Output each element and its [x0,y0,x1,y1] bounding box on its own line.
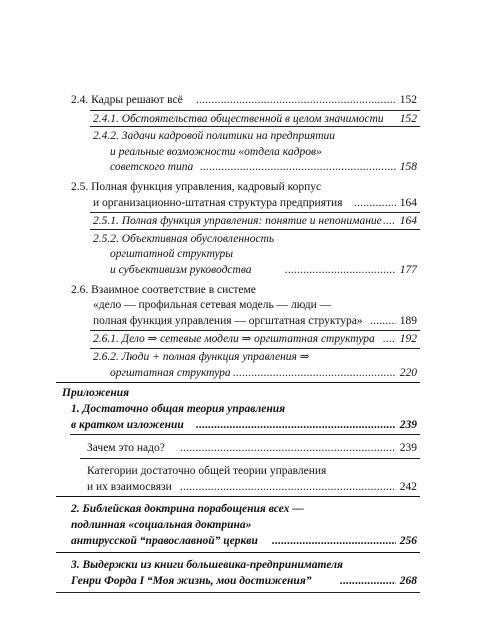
toc-entry-title-line-2: в кратком изложении [71,419,184,431]
toc-page-number: 177 [399,264,417,276]
toc-page-number: 192 [399,333,417,345]
toc-entry-title-line-1: 2.5. Полная функция управления, кадровый корпус [71,181,322,193]
toc-entry-title-line-1: 2.4.2. Задачи кадровой политики на предприятии [93,130,335,142]
toc-page-number: 164 [399,215,417,227]
toc-page-number: 158 [399,161,417,173]
toc-entry-title-line-3: антирусской “православной” церкви [71,535,258,547]
toc-entry-title-line-3: полная функция управления — оргштатная структура» [93,315,363,327]
toc-entry-title-line-2: оргштатной структуры [110,248,234,260]
divider [56,592,420,593]
divider [80,458,420,459]
leader-dots [354,196,396,210]
divider [90,229,420,230]
appendices-heading: Приложения [62,387,130,399]
toc-page-number: 242 [399,481,417,493]
leader-dots [383,214,395,228]
leader-dots [233,366,396,380]
toc-entry-title-line-1: Категории достаточно общей теории управления [87,465,327,477]
toc-entry-title-line-2: и реальные возможности «отдела кадров» [110,146,322,158]
toc-entry-title-line-1: 1. Достаточно общая теория управления [71,403,286,415]
toc-entry-title-line-1: 3. Выдержки из книги большевика-предпринимателя [71,559,343,571]
leader-dots [200,160,396,174]
divider [70,434,420,435]
leader-dots [383,332,395,346]
leader-dots [285,263,395,277]
toc-entry-title-line-2: и их взаимосвязи [87,481,172,493]
leader-dots [196,93,396,107]
toc-entry-title-line-1: 2. Библейская доктрина порабощения всех — [71,503,304,515]
leader-dots [180,480,396,494]
toc-page-number: 256 [399,535,417,547]
toc-entry-title: Зачем это надо? [87,442,165,454]
toc-entry-title: 2.5.1. Полная функция управления: понятие и непонимание [93,215,382,227]
toc-entry-title: 2.4. Кадры решают всё [71,94,183,106]
divider [90,212,420,213]
leader-dots [340,574,396,588]
toc-page-number: 220 [399,367,417,379]
divider [90,348,420,349]
leader-dots [180,441,396,455]
divider [90,330,420,331]
toc-entry-title-line-2: и организационно-штатная структура предприятия [93,197,343,209]
toc-page-number: 239 [399,419,417,431]
section-divider [56,382,420,383]
toc-entry-title: 2.4.1. Обстоятельства общественной в целом значимости [93,113,384,125]
toc-entry-title-line-2: Генри Форда I “Моя жизнь, мои достижения” [71,575,312,587]
toc-entry-title-line-1: 2.6. Взаимное соответствие в системе [71,284,256,296]
toc-entry-title-line-1: 2.5.2. Объективная обусловленность [93,233,275,245]
toc-page-number: 152 [399,94,417,106]
leader-dots [370,314,396,328]
divider [90,110,420,111]
leader-dots [196,418,396,432]
toc-entry-title-line-2: подлинная «социальная доктрина» [71,519,252,531]
divider [90,126,420,127]
toc-page-number: 239 [399,442,417,454]
toc-entry-title-line-3: и субъективизм руководства [110,264,252,276]
toc-page-number: 164 [399,197,417,209]
toc-entry-title: 2.6.1. Дело ⇒ сетевые модели ⇒ оргштатная структура [93,333,375,345]
toc-page-number: 152 [399,113,417,125]
section-divider [56,552,420,553]
section-divider [56,496,420,497]
toc-page-number: 268 [399,575,417,587]
toc-entry-title-line-1: 2.6.2. Люди + полная функция управления ⇒ [93,351,310,363]
leader-dots [272,534,396,548]
toc-page-number: 189 [399,315,417,327]
toc-entry-title-line-2: «дело — профильная сетевая модель — люди — [93,299,332,311]
toc-entry-title-line-3: советского типа [110,161,194,173]
toc-entry-title-line-2: оргштатная структура [110,367,231,379]
